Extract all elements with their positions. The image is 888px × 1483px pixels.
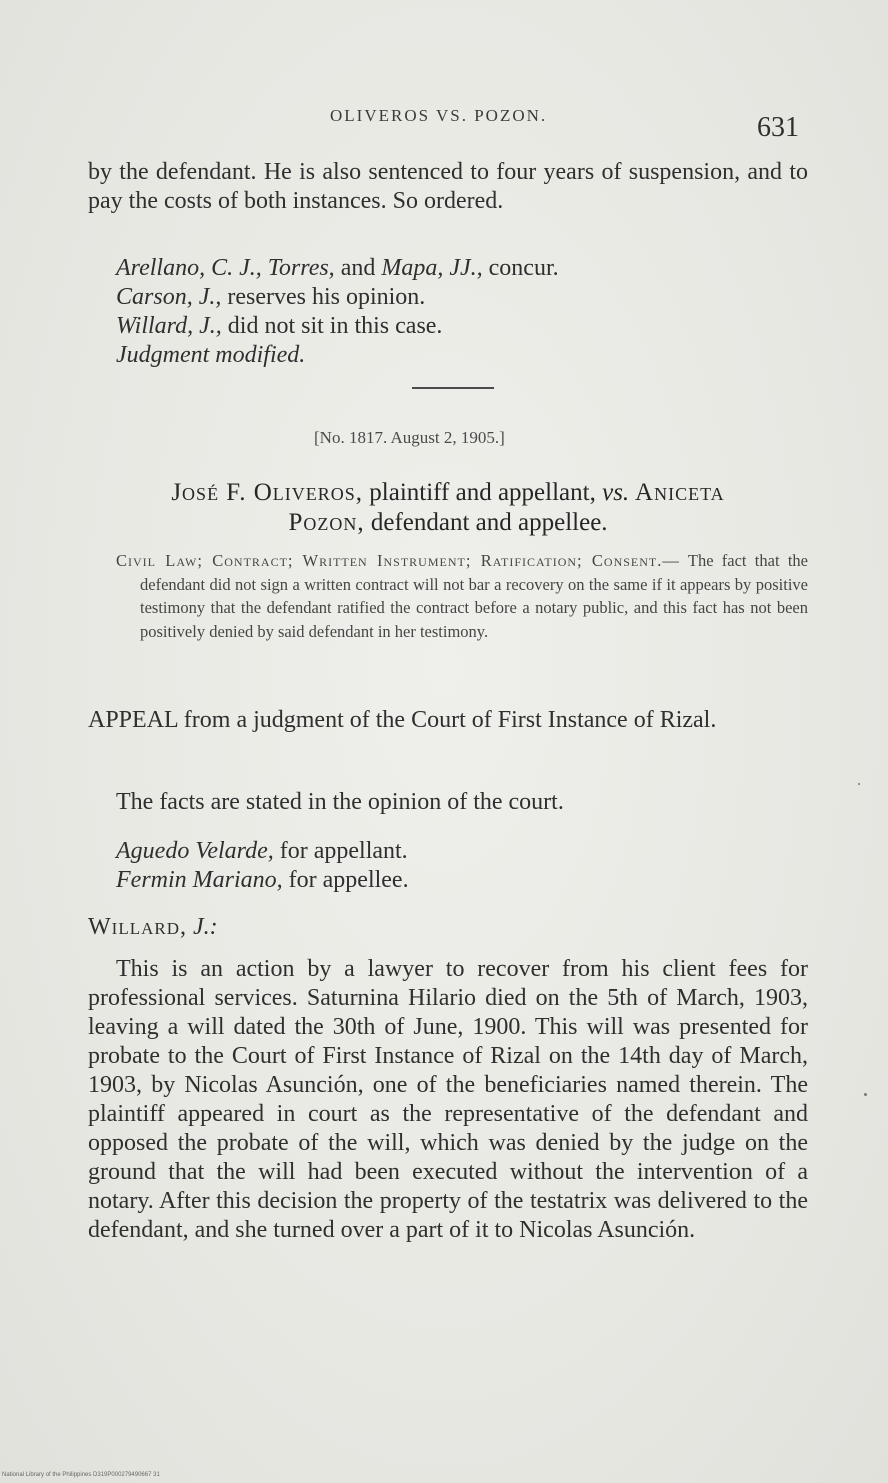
scan-footer: National Library of the Philippines D319P000279490667 31 — [2, 1472, 160, 1478]
scan-speck — [864, 1093, 867, 1096]
judge-title: J.: — [186, 914, 218, 940]
carson-text: reserves his opinion. — [221, 284, 426, 310]
judgment-modified: Judgment modified. — [116, 342, 306, 368]
counsel-appellant — [116, 837, 408, 866]
concurring-mapa: Mapa, JJ., — [381, 255, 483, 281]
counsel-appellee-role: for appellee. — [282, 867, 409, 893]
running-header: OLIVEROS VS. POZON. — [330, 106, 548, 125]
appeal-statement: APPEAL from a judgment of the Court of First Instance of Rizal. — [88, 707, 717, 733]
carson-name: Carson, J., — [116, 284, 222, 310]
defendant-first-name: Aniceta — [629, 479, 725, 506]
syllabus-text: The fact that the defendant did not sign a written contract will not bar a recovery on the same if it appears by positive testimony that the defendant ratified the contract before a notary public, and this fact has not been positively denied by said defendant in her testimony. — [140, 551, 808, 641]
plaintiff-name: José F. Oliveros, — [171, 479, 364, 506]
section-divider — [412, 387, 494, 389]
page-number: 631 — [757, 112, 799, 143]
syllabus-heading: Civil Law; Contract; Written Instrument; Ratification; Consent.— — [116, 551, 680, 570]
syllabus — [116, 549, 808, 643]
opinion-paragraph: This is an action by a lawyer to recover from his client fees for professional services. Saturnina Hilario died on the 5th of March, 1903, leaving a will dated the 30th of June, 1900. This will was presented for probate to the Court of First Instance of Rizal on the 14th day of March, 1903, by Nicolas Asunción, one of the beneficiaries named therein. The plaintiff appeared in court as the representative of the defendant and opposed the probate of the will, which was denied by the judge on the ground that the will had been executed without the intervention of a notary. After this decision the property of the testatrix was delivered to the defendant, and she turned over a part of it to Nicolas Asunción. — [88, 956, 808, 1243]
counsel-appellant-name: Aguedo Velarde, — [116, 838, 274, 864]
carson-line — [116, 283, 425, 312]
concurrence-line — [116, 254, 559, 283]
defendant-role: defendant and appellee. — [364, 509, 608, 536]
versus: vs. — [602, 479, 630, 506]
counsel-appellee-name: Fermin Mariano, — [116, 867, 283, 893]
plaintiff-role: plaintiff and appellant, — [363, 479, 603, 506]
counsel-appellant-role: for appellant. — [273, 838, 408, 864]
willard-text: did not sit in this case. — [221, 313, 443, 339]
concur-and: and — [334, 255, 382, 281]
willard-line — [116, 312, 442, 341]
judge-name: Willard, — [88, 914, 187, 940]
case-title — [88, 478, 808, 538]
case-number-date: [No. 1817. August 2, 1905.] — [314, 428, 505, 447]
prior-case-closing-paragraph: by the defendant. He is also sentenced to four years of suspension, and to pay the costs of both instances. So ordered. — [88, 159, 808, 214]
defendant-last-name: Pozon, — [288, 509, 365, 536]
counsel-appellee — [116, 866, 409, 895]
scan-speck — [858, 783, 860, 785]
facts-statement: The facts are stated in the opinion of the court. — [116, 789, 564, 815]
willard-name: Willard, J., — [116, 313, 222, 339]
concur-text: concur. — [482, 255, 559, 281]
concurring-justices: Arellano, C. J., Torres, — [116, 255, 335, 281]
opinion-author — [88, 913, 218, 942]
